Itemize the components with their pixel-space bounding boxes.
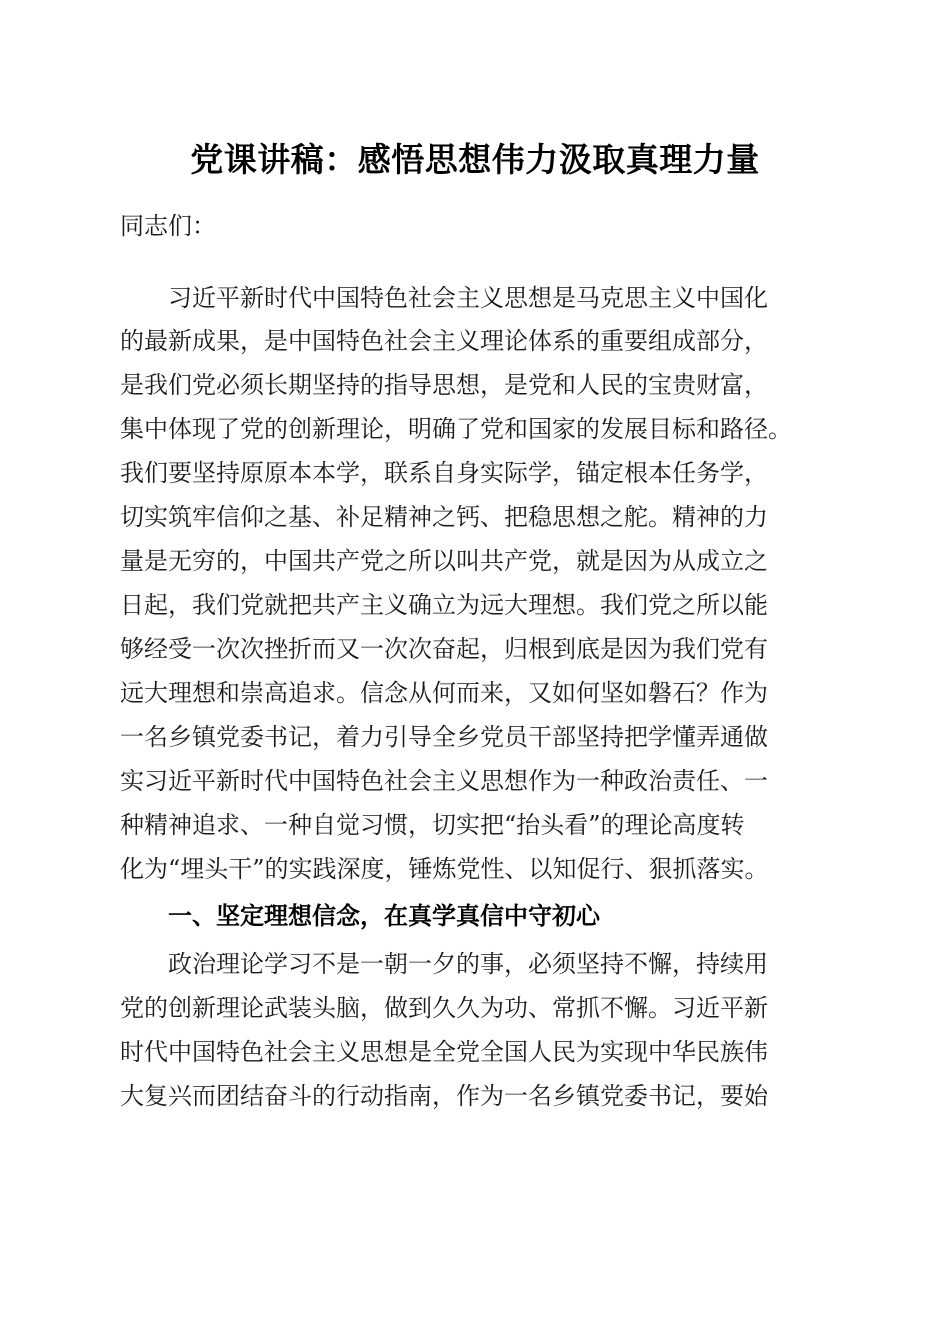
paragraph-line: 实习近平新时代中国特色社会主义思想作为一种政治责任、一: [120, 767, 768, 795]
paragraph-line: 时代中国特色社会主义思想是全党全国人民为实现中华民族伟: [120, 1038, 768, 1066]
paragraph-line: 党的创新理论武装头脑，做到久久为功、常抓不懈。习近平新: [120, 994, 768, 1022]
paragraph-line: 是我们党必须长期坚持的指导思想，是党和人民的宝贵财富，: [120, 371, 768, 399]
paragraph-line: 日起，我们党就把共产主义确立为远大理想。我们党之所以能: [120, 591, 768, 619]
paragraph-line: 我们要坚持原原本本学，联系自身实际学，锚定根本任务学，: [120, 459, 768, 487]
paragraph-line: 远大理想和崇高追求。信念从何而来，又如何坚如磐石？作为: [120, 679, 768, 707]
paragraph-line: 一名乡镇党委书记，着力引导全乡党员干部坚持把学懂弄通做: [120, 723, 768, 751]
paragraph-line: 化为“埋头干”的实践深度，锤炼党性、以知促行、狠抓落实。: [120, 855, 769, 883]
paragraph-line: 集中体现了党的创新理论，明确了党和国家的发展目标和路径。: [120, 415, 792, 443]
paragraph-line: 的最新成果，是中国特色社会主义理论体系的重要组成部分，: [120, 327, 768, 355]
section-heading: 一、坚定理想信念，在真学真信中守初心: [168, 902, 600, 930]
paragraph-line: 习近平新时代中国特色社会主义思想是马克思主义中国化: [168, 284, 768, 312]
paragraph-line: 政治理论学习不是一朝一夕的事，必须坚持不懈，持续用: [168, 950, 768, 978]
paragraph-line: 大复兴而团结奋斗的行动指南，作为一名乡镇党委书记，要始: [120, 1082, 768, 1110]
paragraph-line: 量是无穷的，中国共产党之所以叫共产党，就是因为从成立之: [120, 547, 768, 575]
paragraph-line: 种精神追求、一种自觉习惯，切实把“抬头看”的理论高度转: [120, 811, 745, 839]
document-title: 党课讲稿：感悟思想伟力汲取真理力量: [190, 140, 760, 179]
paragraph-line: 切实筑牢信仰之基、补足精神之钙、把稳思想之舵。精神的力: [120, 503, 768, 531]
paragraph-line: 够经受一次次挫折而又一次次奋起，归根到底是因为我们党有: [120, 635, 768, 663]
salutation: 同志们：: [120, 212, 216, 240]
